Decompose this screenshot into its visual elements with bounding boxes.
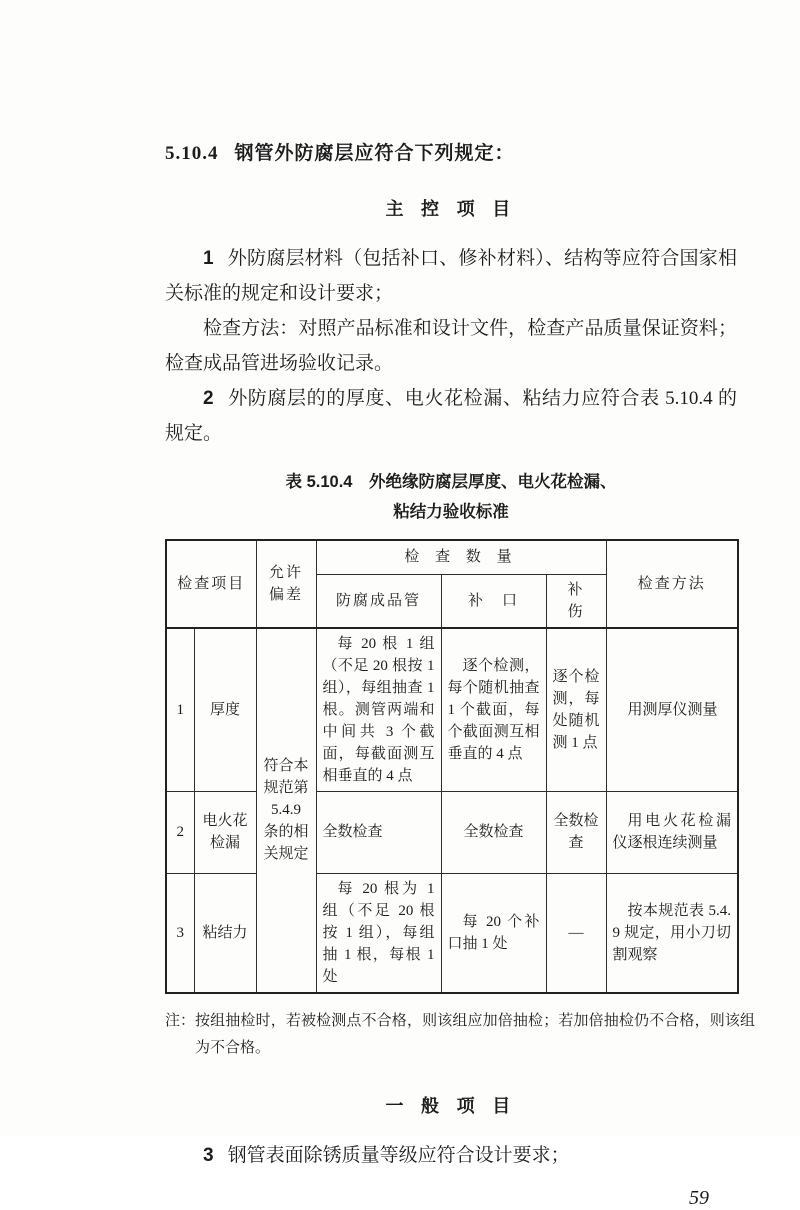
table-note xyxy=(165,1008,755,1062)
header-inspection-quantity: 检 查 数 量 xyxy=(316,540,606,574)
clause-1-number: 1 xyxy=(203,248,214,269)
subsection-title-main-control: 主 控 项 目 xyxy=(385,199,517,219)
row1-number: 1 xyxy=(166,628,194,792)
row2-item: 电火花检漏 xyxy=(194,791,256,873)
row1-pipe-cell: 每 20 根 1 组（不足 20 根按 1 组），每组抽查 1 根。测管两端和中间共 3 个截面，每截面测互相垂直的 4 点 xyxy=(316,628,441,792)
clause-1-text: 外防腐层材料（包括补口、修补材料）、结构等应符合国家相关标准的规定和设计要求； xyxy=(165,248,737,304)
table-caption-line1: 表 5.10.4 外绝缘防腐层厚度、电火花检漏、 xyxy=(285,473,617,491)
table-caption xyxy=(165,467,737,527)
subsection-title-general: 一 般 项 目 xyxy=(385,1095,517,1116)
row1-item: 厚度 xyxy=(194,628,256,792)
row3-joint-cell: 每 20 个补口抽 1 处 xyxy=(441,873,546,993)
row3-number: 3 xyxy=(166,873,194,993)
clause-1-inspection-method: 检查方法：对照产品标准和设计文件，检查产品质量保证资料；检查成品管进场验收记录。 xyxy=(165,318,737,374)
section-number: 5.10.4 xyxy=(165,143,219,164)
clause-2 xyxy=(165,381,737,451)
deviation-value-cell: 符合本规范第 5.4.9 条的相关规定 xyxy=(256,628,316,993)
section-title: 钢管外防腐层应符合下列规定： xyxy=(234,143,515,164)
row1-repair-cell: 逐个检测，每处随机测 1 点 xyxy=(546,628,606,792)
row2-method-cell: 用电火花检漏仪逐根连续测量 xyxy=(606,791,738,873)
inspection-table xyxy=(165,539,739,994)
header-damage-repair: 补 伤 xyxy=(546,574,606,628)
row3-method-cell: 按本规范表 5.4.9 规定，用小刀切割观察 xyxy=(606,873,738,993)
section-heading xyxy=(165,138,737,165)
row3-item: 粘结力 xyxy=(194,873,256,993)
clause-3-number: 3 xyxy=(203,1144,214,1166)
table-caption-line2: 粘结力验收标准 xyxy=(393,503,509,521)
page-number: 59 xyxy=(689,1186,709,1209)
header-inspection-item: 检查项目 xyxy=(166,540,256,628)
table-note-label: 注： xyxy=(165,1012,196,1029)
table-note-text: 按组抽检时，若被检测点不合格，则该组应加倍抽检；若加倍抽检仍不合格，则该组为不合格。 xyxy=(195,1012,755,1056)
row3-repair-cell: — xyxy=(546,873,606,993)
table-row xyxy=(166,791,738,873)
header-allowed-deviation: 允许偏差 xyxy=(256,540,316,628)
row1-joint-cell: 逐个检测，每个随机抽查 1 个截面，每个截面测互相垂直的 4 点 xyxy=(441,628,546,792)
row2-pipe-cell: 全数检查 xyxy=(316,791,441,873)
clause-2-number: 2 xyxy=(203,388,214,409)
table-row xyxy=(166,873,738,993)
row1-method-cell: 用测厚仪测量 xyxy=(606,628,738,792)
clause-2-text: 外防腐层的的厚度、电火花检漏、粘结力应符合表 5.10.4 的规定。 xyxy=(165,388,737,444)
header-finished-pipe: 防腐成品管 xyxy=(316,574,441,628)
clause-3-text: 钢管表面除锈质量等级应符合设计要求； xyxy=(227,1144,570,1166)
header-joint-coating: 补 口 xyxy=(441,574,546,628)
row2-number: 2 xyxy=(166,791,194,873)
row3-pipe-cell: 每 20 根为 1 组（不足 20 根按 1 组），每组抽 1 根，每根 1 处 xyxy=(316,873,441,993)
clause-1 xyxy=(165,241,737,311)
row2-repair-cell: 全数检查 xyxy=(546,791,606,873)
row2-joint-cell: 全数检查 xyxy=(441,791,546,873)
page-content xyxy=(165,138,755,1210)
clause-3 xyxy=(165,1138,737,1173)
table-row xyxy=(166,628,738,792)
header-inspection-method: 检查方法 xyxy=(606,540,738,628)
